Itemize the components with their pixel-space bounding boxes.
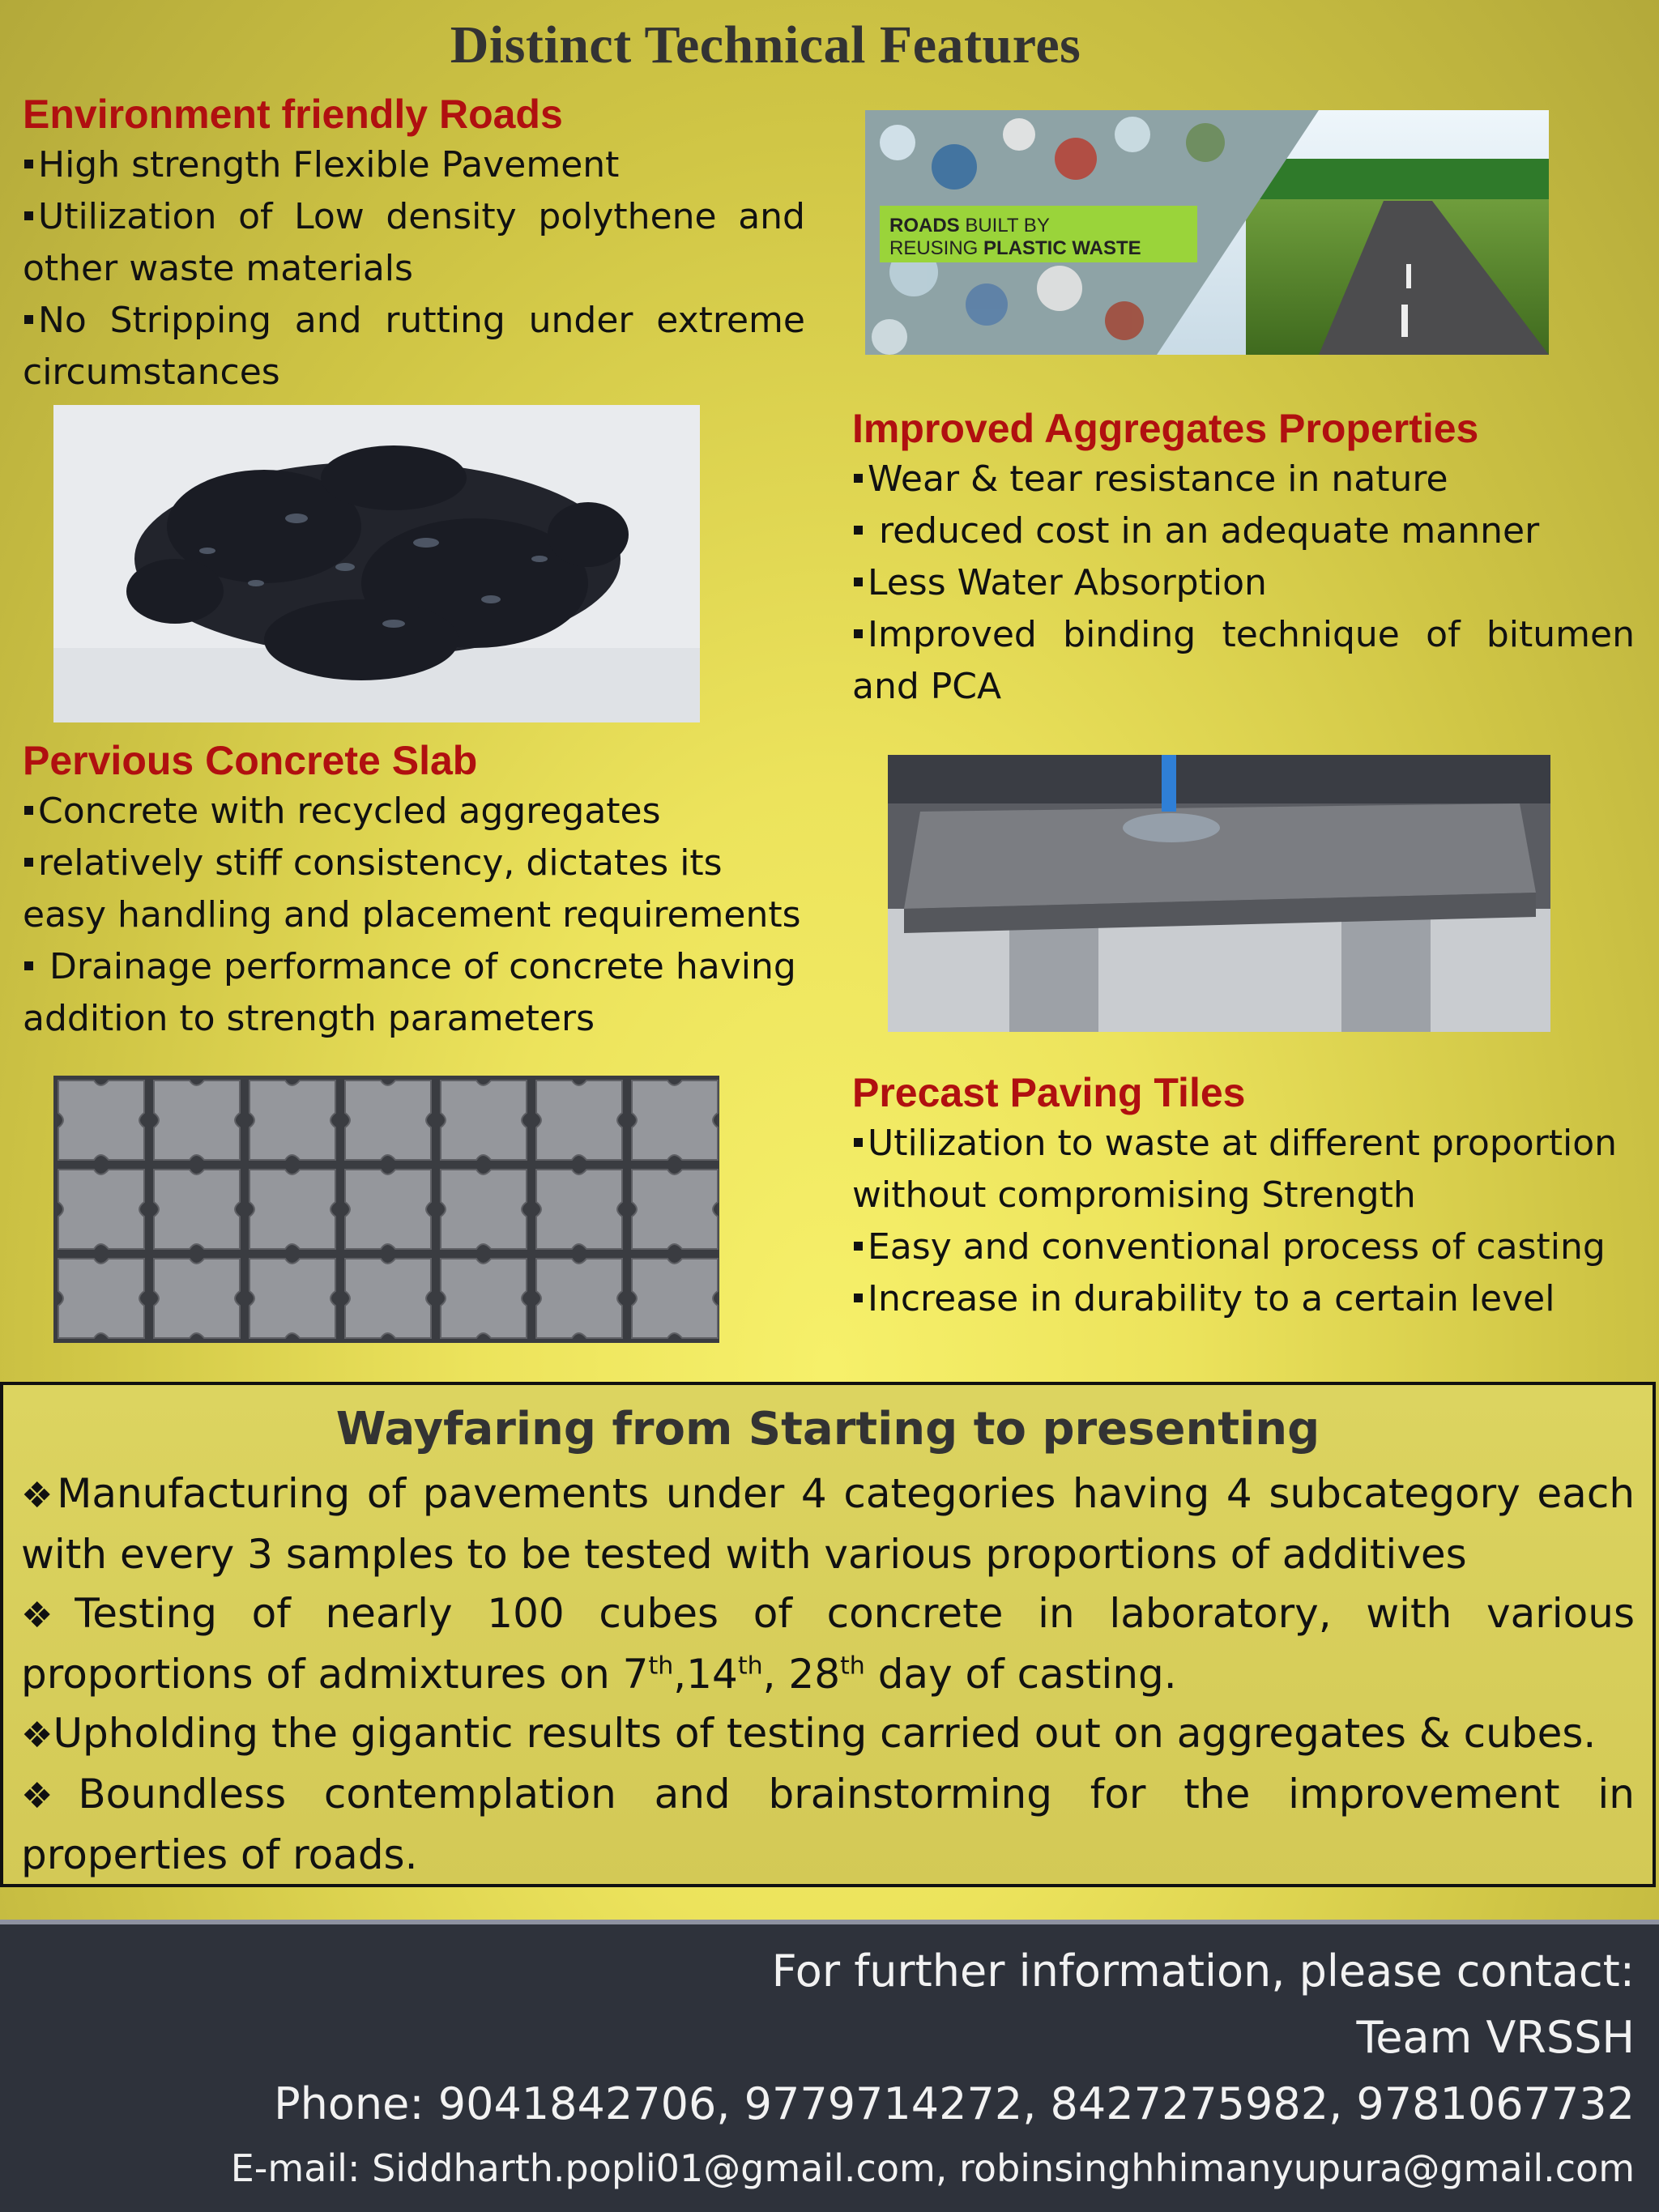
- bullet-item: Less Water Absorption: [852, 557, 1635, 609]
- wayfaring-box: [0, 1382, 1656, 1887]
- bullet-item: Concrete with recycled aggregates: [23, 786, 805, 837]
- square-bullet-icon: [24, 858, 33, 867]
- sign-text-roads: ROADS: [889, 215, 960, 237]
- square-bullet-icon: [24, 961, 33, 970]
- section-heading: Improved Aggregates Properties: [852, 406, 1479, 451]
- square-bullet-icon: [854, 1242, 863, 1251]
- bullet-item: Wear & tear resistance in nature: [852, 454, 1635, 505]
- bullet-item: No Stripping and rutting under extreme circumstances: [23, 300, 805, 393]
- bullet-item: Easy and conventional process of casting: [852, 1221, 1635, 1273]
- square-bullet-icon: [854, 526, 863, 535]
- square-bullet-icon: [854, 578, 863, 586]
- square-bullet-icon: [24, 315, 33, 324]
- square-bullet-icon: [854, 1138, 863, 1147]
- section-heading: Precast Paving Tiles: [852, 1070, 1246, 1115]
- wayfaring-title: Wayfaring from Starting to presenting: [335, 1403, 1320, 1455]
- wayfaring-list: [21, 1464, 1635, 1885]
- square-bullet-icon: [24, 211, 33, 220]
- bullet-item: Increase in durability to a certain level: [852, 1273, 1635, 1325]
- bullet-item: Drainage performance of concrete having addition to strength parameters: [23, 946, 796, 1039]
- phone-numbers: Phone: 9041842706, 9779714272, 8427275982, 9781067732: [274, 2078, 1635, 2129]
- section-heading: Pervious Concrete Slab: [23, 738, 478, 783]
- diamond-bullet-icon: ❖: [21, 1595, 75, 1636]
- wayfaring-item: ❖Testing of nearly 100 cubes of concrete in laboratory, with various proportions of admixtures on 7th,14th, 28th day of casting.: [21, 1590, 1636, 1698]
- bullet-item: Improved binding technique of bitumen and PCA: [852, 614, 1635, 707]
- diamond-bullet-icon: ❖: [21, 1475, 58, 1516]
- section-improved-aggregates: [852, 403, 1635, 713]
- contact-footer: [0, 1920, 1659, 2212]
- svg-text:ROADS BUILT BY: ROADS BUILT BY: [889, 215, 1050, 237]
- bullet-item: Utilization of Low density polythene and other waste materials: [23, 196, 805, 289]
- paving-tiles-image: [53, 1076, 719, 1343]
- bullet-item: reduced cost in an adequate manner: [852, 505, 1635, 557]
- square-bullet-icon: [854, 474, 863, 483]
- section-precast-paving-tiles: [852, 1068, 1635, 1325]
- svg-text:REUSING PLASTIC WASTE: REUSING PLASTIC WASTE: [889, 237, 1141, 259]
- wayfaring-item: ❖Boundless contemplation and brainstorming for the improvement in properties of roads.: [21, 1771, 1635, 1878]
- wayfaring-item: ❖Upholding the gigantic results of testing carried out on aggregates & cubes.: [21, 1710, 1597, 1757]
- square-bullet-icon: [854, 1294, 863, 1302]
- plastic-road-image: [865, 110, 1549, 355]
- contact-prompt: For further information, please contact:: [771, 1946, 1635, 1997]
- email-addresses[interactable]: E-mail: Siddharth.popli01@gmail.com, robinsinghhimanyupura@gmail.com: [230, 2146, 1635, 2190]
- diamond-bullet-icon: ❖: [21, 1715, 53, 1756]
- square-bullet-icon: [24, 806, 33, 815]
- section-environment-friendly-roads: [23, 89, 805, 399]
- square-bullet-icon: [854, 629, 863, 638]
- bullet-item: Utilization to waste at different proportion without compromising Strength: [852, 1123, 1618, 1216]
- diamond-bullet-icon: ❖: [21, 1775, 79, 1817]
- team-name: Team VRSSH: [1356, 2012, 1635, 2063]
- pervious-slab-image: [888, 755, 1550, 1032]
- plastic-coated-aggregates-image: [53, 405, 700, 722]
- wayfaring-item: ❖Manufacturing of pavements under 4 categories having 4 subcategory each with every 3 samples to be tested with various proportions of additives: [21, 1470, 1636, 1578]
- bullet-item: relatively stiff consistency, dictates its easy handling and placement requirements: [23, 842, 801, 936]
- section-heading: Environment friendly Roads: [23, 92, 563, 137]
- bullet-item: High strength Flexible Pavement: [23, 139, 805, 191]
- page-title: Distinct Technical Features: [450, 15, 1081, 75]
- section-pervious-concrete: [23, 735, 805, 1045]
- square-bullet-icon: [24, 160, 33, 168]
